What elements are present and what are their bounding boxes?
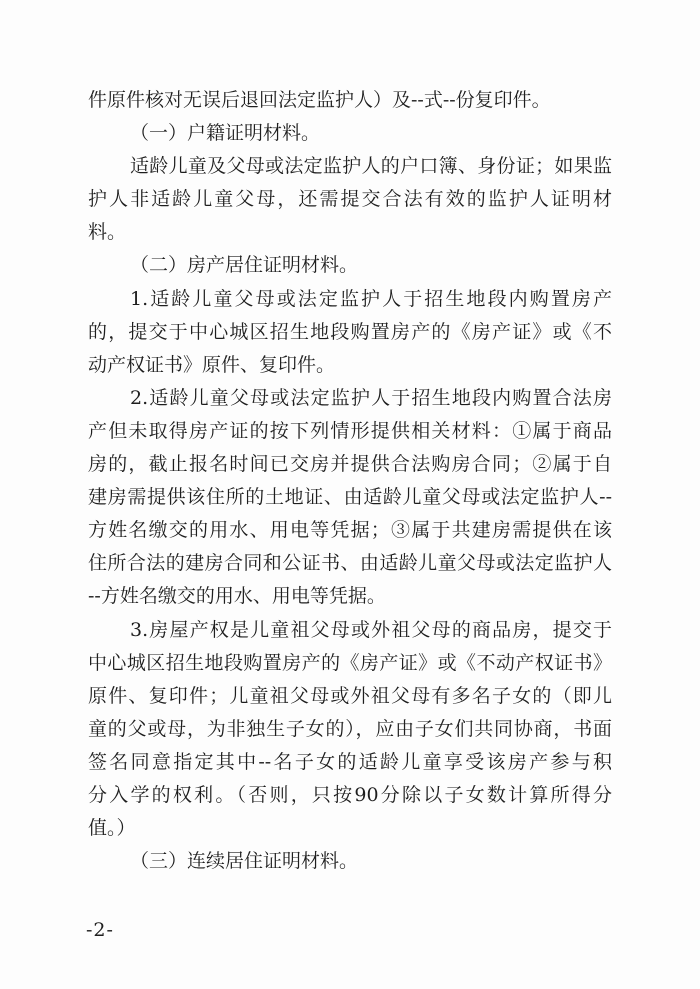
document-line: 件原件核对无误后退回法定监护人）及--式--份复印件。 [88,89,551,111]
document-line: 分入学的权利。（否则，只按90分除以子女数计算所得分 [88,783,612,806]
document-line: 料。 [88,221,127,244]
section-heading-continuous-residence: （三）连续居住证明材料。 [130,850,359,873]
document-line: 适龄儿童及父母或法定监护人的户口簿、身份证；如果监 [130,155,612,178]
document-line: 房的，截止报名时间已交房并提供合法购房合同；②属于自 [88,453,612,476]
document-line: 方姓名缴交的用水、用电等凭据；③属于共建房需提供在该 [88,519,612,542]
document-line: 建房需提供该住所的土地证、由适龄儿童父母或法定监护人-- [88,486,612,509]
document-body [88,84,612,878]
document-line: 护人非适龄儿童父母，还需提交合法有效的监护人证明材 [88,188,612,211]
document-line: 1.适龄儿童父母或法定监护人于招生地段内购置房产 [130,287,612,310]
document-line: --方姓名缴交的用水、用电等凭据。 [88,585,386,608]
document-line: 童的父或母，为非独生子女的），应由子女们共同协商，书面 [88,717,612,740]
document-line: 中心城区招生地段购置房产的《房产证》或《不动产权证书》 [88,651,612,674]
document-line: 2.适龄儿童父母或法定监护人于招生地段内购置合法房 [130,386,612,409]
document-line: 产但未取得房产证的按下列情形提供相关材料：①属于商品 [88,419,612,442]
document-line: 签名同意指定其中--名子女的适龄儿童享受该房产参与积 [88,750,612,773]
document-line: 原件、复印件；儿童祖父母或外祖父母有多名子女的（即儿 [88,684,612,707]
section-heading-household-registration: （一）户籍证明材料。 [130,122,321,145]
document-line: 住所合法的建房合同和公证书、由适龄儿童父母或法定监护人 [88,552,612,575]
document-line: 值。） [88,817,136,840]
document-line: 3.房屋产权是儿童祖父母或外祖父母的商品房，提交于 [130,618,612,641]
section-heading-property-residence: （二）房产居住证明材料。 [130,254,359,277]
document-line: 的，提交于中心城区招生地段购置房产的《房产证》或《不 [88,320,612,343]
document-line: 动产权证书》原件、复印件。 [88,353,336,376]
page-number: -2- [86,919,114,941]
